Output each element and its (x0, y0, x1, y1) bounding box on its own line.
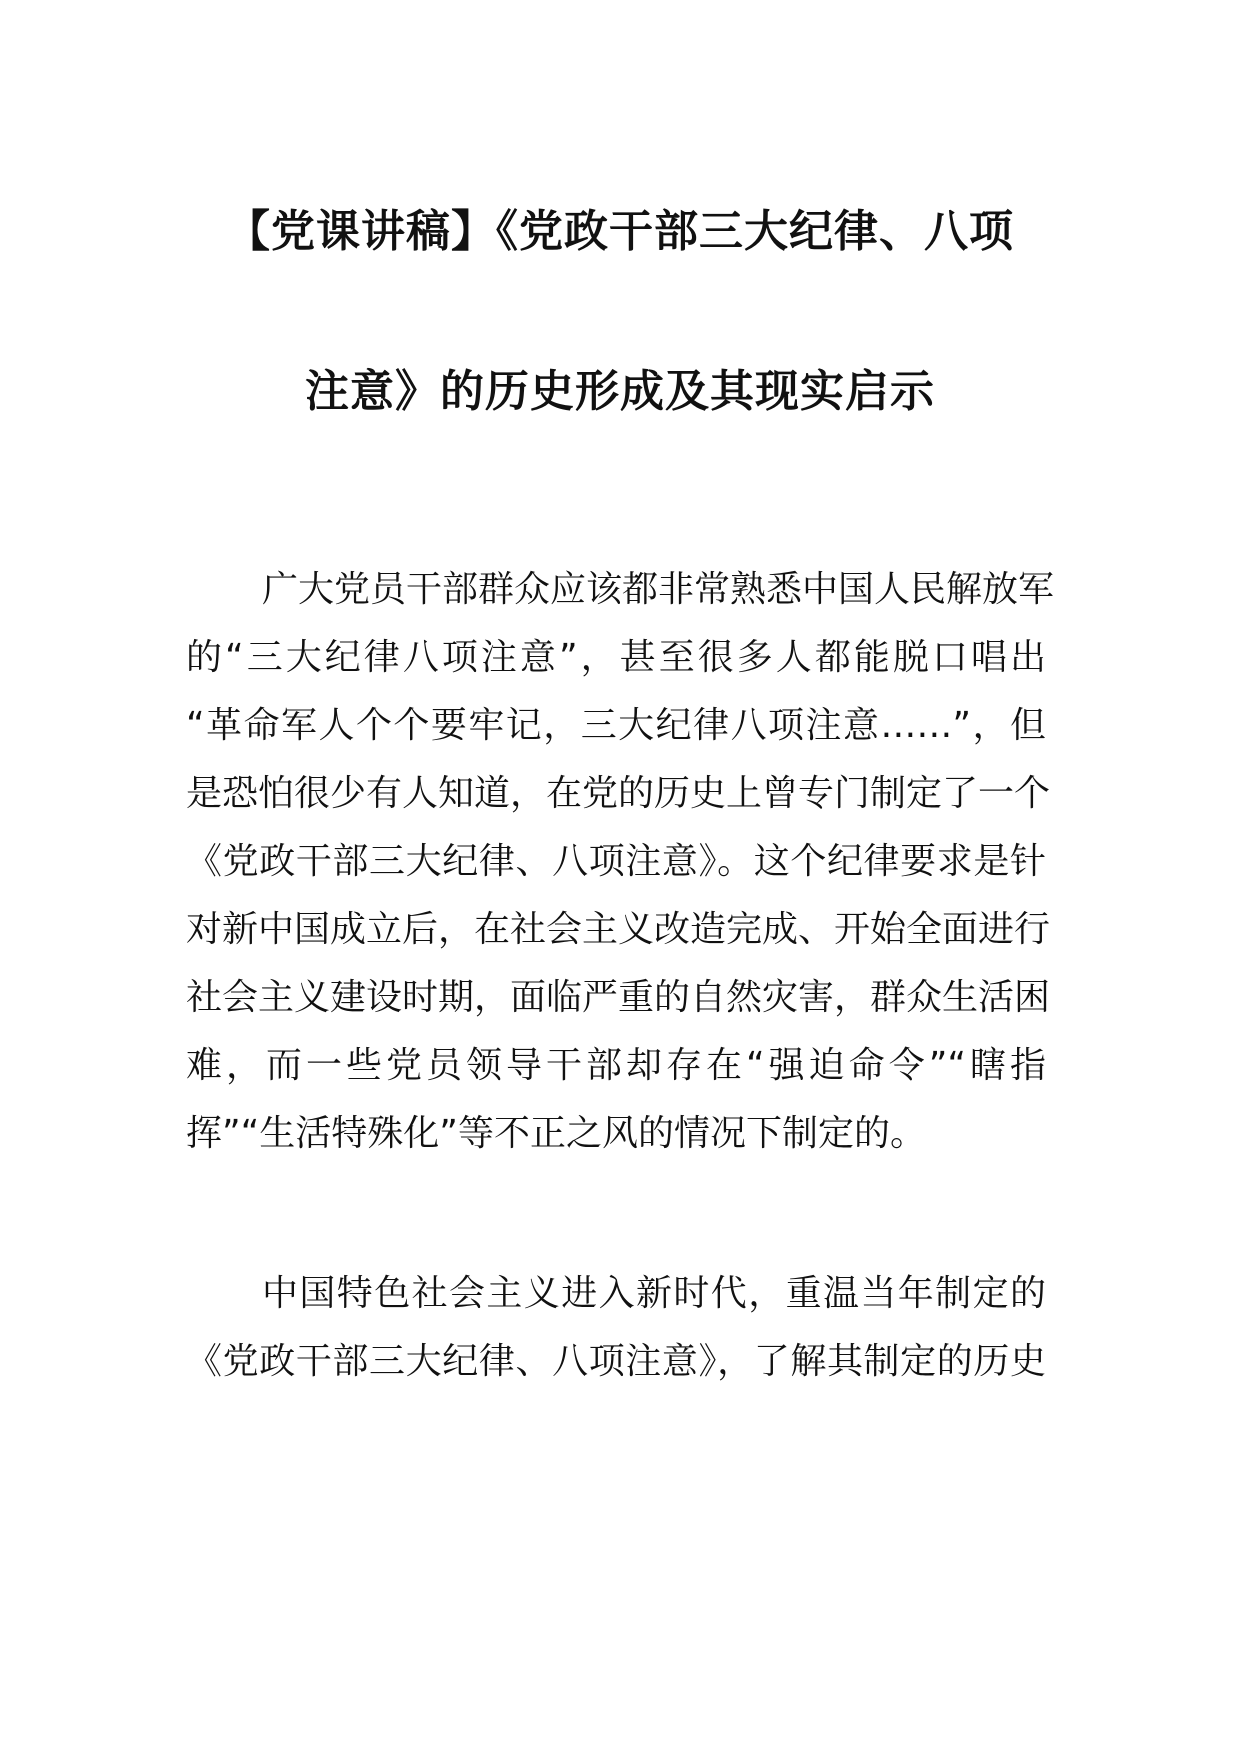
document-title-line-1: 【党课讲稿】《党政干部三大纪律、八项 (226, 206, 1014, 257)
paragraph-line: 社会主义建设时期，面临严重的自然灾害，群众生活困 (186, 977, 1051, 1018)
paragraph-line: 《党政干部三大纪律、八项注意》。这个纪律要求是针 (186, 841, 1046, 882)
paragraph-line: 广大党员干部群众应该都非常熟悉中国人民解放军 (262, 569, 1055, 610)
paragraph-line: 是恐怕很少有人知道，在党的历史上曾专门制定了一个 (186, 773, 1051, 814)
paragraph-line: 《党政干部三大纪律、八项注意》，了解其制定的历史 (186, 1341, 1046, 1382)
paragraph-line: 的“三大纪律八项注意”，甚至很多人都能脱口唱出 (186, 637, 1046, 678)
paragraph-line: 中国特色社会主义进入新时代，重温当年制定的 (262, 1273, 1046, 1314)
paragraph-line: “革命军人个个要牢记，三大纪律八项注意……”，但 (186, 705, 1046, 746)
paragraph-line: 挥”“生活特殊化”等不正之风的情况下制定的。 (186, 1113, 926, 1154)
paragraph-line: 对新中国成立后，在社会主义改造完成、开始全面进行 (186, 909, 1051, 950)
paragraph-line: 难，而一些党员领导干部却存在“强迫命令”“瞎指 (186, 1045, 1046, 1086)
document-title-line-2: 注意》的历史形成及其现实启示 (305, 366, 935, 417)
